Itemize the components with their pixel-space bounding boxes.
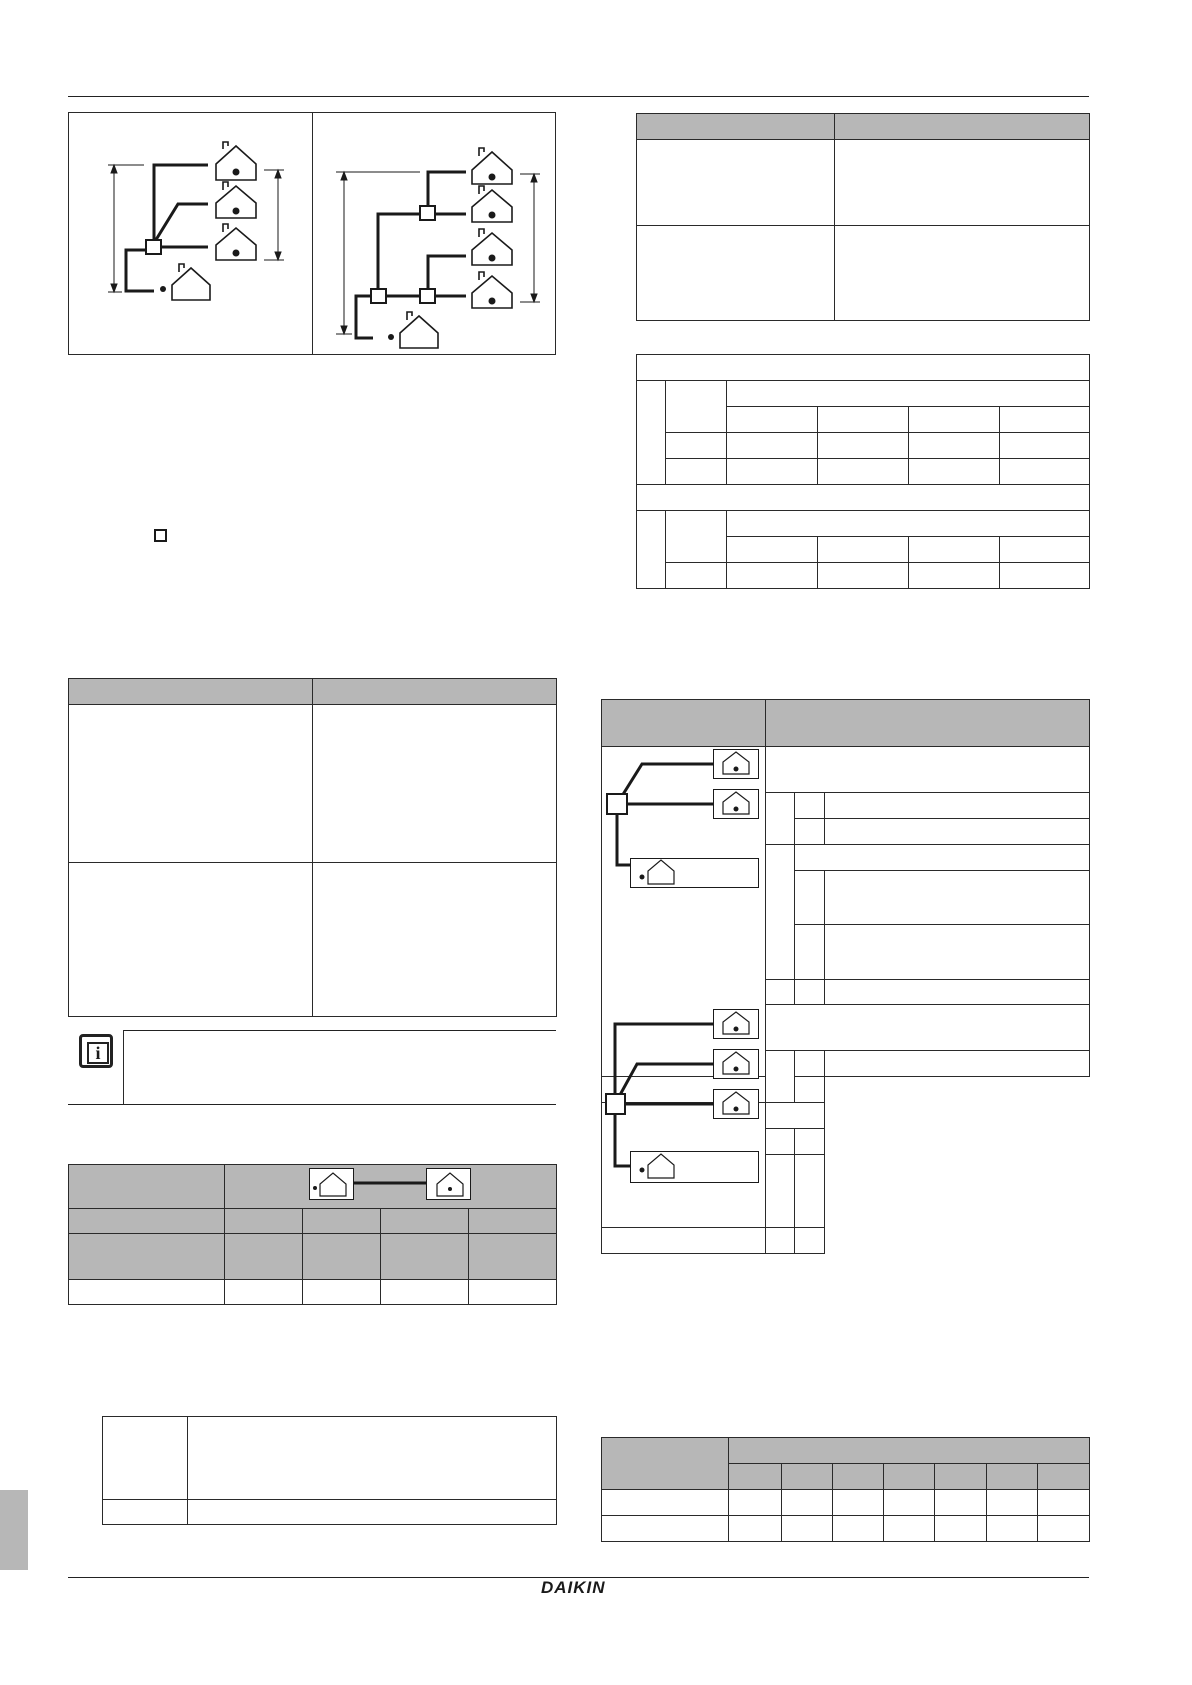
table-header-cell [469, 1234, 557, 1280]
table-cell [1038, 1490, 1090, 1516]
table-cell [727, 407, 818, 433]
table-cell [825, 980, 1090, 1005]
table-cell [795, 925, 825, 980]
table-cell [833, 1516, 884, 1542]
distribution-box-icon [154, 529, 167, 542]
table-cell [987, 1516, 1038, 1542]
table-cell [637, 381, 666, 485]
table-cell [818, 407, 909, 433]
table-cell [795, 1077, 825, 1103]
info-icon: i [79, 1034, 113, 1068]
table-header-cell [69, 1209, 225, 1234]
table-header-cell [602, 1438, 729, 1490]
table-cell [795, 845, 1090, 871]
left-table-1 [68, 678, 557, 1017]
table-cell [303, 1280, 381, 1305]
table-cell [782, 1516, 833, 1542]
info-rule-top [124, 1030, 556, 1031]
piping-diagram-group-a [602, 747, 765, 897]
table-cell [69, 863, 313, 1017]
table-cell [835, 140, 1090, 226]
table-cell [818, 433, 909, 459]
table-cell [818, 459, 909, 485]
table-header-cell [637, 114, 835, 140]
table-cell [637, 485, 1090, 511]
right-table-4 [601, 1437, 1090, 1542]
table-cell [909, 563, 1000, 589]
table-cell [766, 1129, 795, 1155]
table-cell [727, 511, 1090, 537]
table-cell [818, 563, 909, 589]
table-cell [313, 863, 557, 1017]
table-cell [727, 537, 818, 563]
table-cell [766, 1005, 1090, 1051]
table-header-cell [381, 1234, 469, 1280]
table-header-cell [729, 1464, 782, 1490]
table-header-cell [833, 1464, 884, 1490]
table-cell [766, 1155, 795, 1228]
table-cell [727, 381, 1090, 407]
table-cell [795, 1155, 825, 1228]
table-cell [666, 459, 727, 485]
table-cell [727, 459, 818, 485]
table-header-cell [935, 1464, 987, 1490]
table-cell [766, 1051, 795, 1103]
table-cell [727, 433, 818, 459]
table-cell [729, 1516, 782, 1542]
table-cell [766, 747, 1090, 793]
table-cell [935, 1490, 987, 1516]
table-cell [795, 1051, 825, 1077]
table-cell [909, 433, 1000, 459]
table-cell [766, 793, 795, 845]
header-rule [68, 96, 1089, 97]
table-cell [766, 1228, 795, 1254]
table-header-cell [987, 1464, 1038, 1490]
table-header-cell [303, 1209, 381, 1234]
right-table-1 [636, 113, 1090, 321]
table-header-cell [69, 679, 313, 705]
table-header-cell [225, 1234, 303, 1280]
table-cell [782, 1490, 833, 1516]
table-header-cell [729, 1438, 1090, 1464]
info-divider [123, 1030, 124, 1104]
table-cell [1038, 1516, 1090, 1542]
table-cell [833, 1490, 884, 1516]
table-header-cell [782, 1464, 833, 1490]
table-header-cell [313, 679, 557, 705]
table-cell [795, 980, 825, 1005]
table-cell [825, 1051, 1090, 1077]
table-cell [666, 433, 727, 459]
table-header-cell [69, 1165, 225, 1209]
table-cell [666, 563, 727, 589]
table-cell [1000, 407, 1090, 433]
table-cell [69, 705, 313, 863]
table-cell [766, 980, 795, 1005]
table-header-cell [225, 1209, 303, 1234]
table-cell [637, 511, 666, 589]
table-cell [795, 793, 825, 819]
table-cell [69, 1280, 225, 1305]
table-header-cell [303, 1234, 381, 1280]
table-header-cell [602, 700, 766, 747]
table-cell [727, 563, 818, 589]
table-cell [469, 1280, 557, 1305]
table-cell [935, 1516, 987, 1542]
table-cell [381, 1280, 469, 1305]
piping-diagram-group-b [602, 1004, 765, 1184]
table-cell [1000, 537, 1090, 563]
table-cell [884, 1516, 935, 1542]
table-cell [795, 819, 825, 845]
table-cell [666, 381, 727, 433]
table-cell [766, 845, 795, 980]
table-cell [729, 1490, 782, 1516]
table-cell [103, 1500, 188, 1525]
table-cell [825, 819, 1090, 845]
chapter-side-tab [0, 1490, 28, 1570]
table-header-cell [766, 700, 1090, 747]
table-cell [909, 459, 1000, 485]
table-cell [602, 1490, 729, 1516]
table-cell [225, 1280, 303, 1305]
table-cell [825, 925, 1090, 980]
table-header-cell [1038, 1464, 1090, 1490]
daikin-logo: DAIKIN [541, 1578, 606, 1597]
piping-diagram-right [312, 112, 556, 355]
table-cell [188, 1500, 557, 1525]
info-rule-bottom [68, 1104, 556, 1105]
table-cell [884, 1490, 935, 1516]
table-cell [909, 537, 1000, 563]
table-cell [818, 537, 909, 563]
table-cell [825, 793, 1090, 819]
table-header-cell [69, 1234, 225, 1280]
table-cell [188, 1417, 557, 1500]
table-cell [795, 1228, 825, 1254]
table-header-cell [884, 1464, 935, 1490]
table-header-cell [381, 1209, 469, 1234]
table-cell [795, 871, 825, 925]
left-table-3 [102, 1416, 557, 1525]
table-cell [602, 1228, 766, 1254]
table-cell [909, 407, 1000, 433]
piping-diagram-left [68, 112, 312, 355]
table-cell [825, 871, 1090, 925]
table-cell [103, 1417, 188, 1500]
table-cell [766, 1103, 825, 1129]
table-cell [795, 1129, 825, 1155]
table-cell [637, 140, 835, 226]
table-2-header-piping [309, 1168, 475, 1202]
table-cell [637, 226, 835, 321]
table-cell [1000, 563, 1090, 589]
table-cell [1000, 459, 1090, 485]
right-table-2 [636, 354, 1090, 589]
table-cell [987, 1490, 1038, 1516]
table-cell [835, 226, 1090, 321]
table-cell [1000, 433, 1090, 459]
table-header-cell [469, 1209, 557, 1234]
table-cell [666, 511, 727, 563]
table-cell [637, 355, 1090, 381]
table-cell [313, 705, 557, 863]
table-cell [602, 1516, 729, 1542]
table-header-cell [835, 114, 1090, 140]
